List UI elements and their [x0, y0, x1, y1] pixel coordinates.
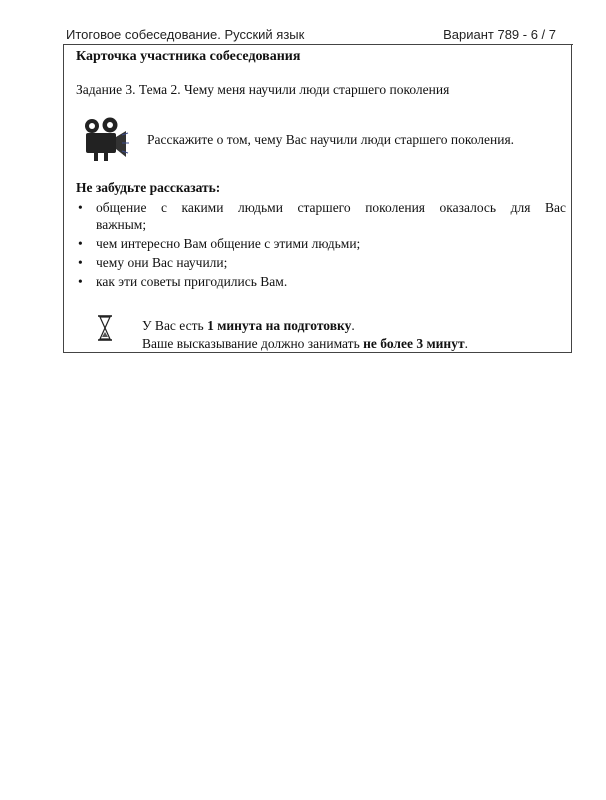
list-item-text: чем интересно Вам общение с этими людьми; [96, 236, 361, 251]
card-title: Карточка участника собеседования [76, 49, 301, 64]
participant-card [63, 44, 572, 353]
list-item [76, 199, 566, 233]
bullet-icon: • [78, 200, 83, 215]
list-item [76, 235, 566, 252]
film-camera-icon [80, 117, 130, 163]
list-item-text-continued: важным; [96, 217, 147, 232]
preparation-time-value: 1 минута на подготовку [207, 318, 352, 333]
list-item [76, 273, 566, 290]
preparation-time: У Вас есть 1 минута на подготовку. [142, 318, 355, 333]
variant-page-number: Вариант 789 - 6 / 7 [443, 27, 556, 42]
answer-time-value: не более 3 минут [363, 336, 465, 351]
answer-time-limit: Ваше высказывание должно занимать не более 3 минут. [142, 336, 468, 351]
bullet-icon: • [78, 255, 83, 270]
bullet-icon: • [78, 236, 83, 251]
exam-title: Итоговое собеседование. Русский язык [66, 27, 305, 42]
list-item-text: чему они Вас научили; [96, 255, 228, 270]
hourglass-icon [97, 315, 113, 341]
list-item [76, 254, 566, 271]
list-item-text: общение с какими людьми старшего поколения оказалось для Вас [96, 200, 566, 215]
list-item-text: как эти советы пригодились Вам. [96, 274, 288, 289]
talking-points-list [76, 199, 566, 292]
task-prompt: Расскажите о том, чему Вас научили люди старшего поколения. [147, 132, 515, 147]
bullet-icon: • [78, 274, 83, 289]
task-topic: Задание 3. Тема 2. Чему меня научили люди старшего поколения [76, 82, 450, 97]
remember-heading: Не забудьте рассказать: [76, 180, 221, 195]
